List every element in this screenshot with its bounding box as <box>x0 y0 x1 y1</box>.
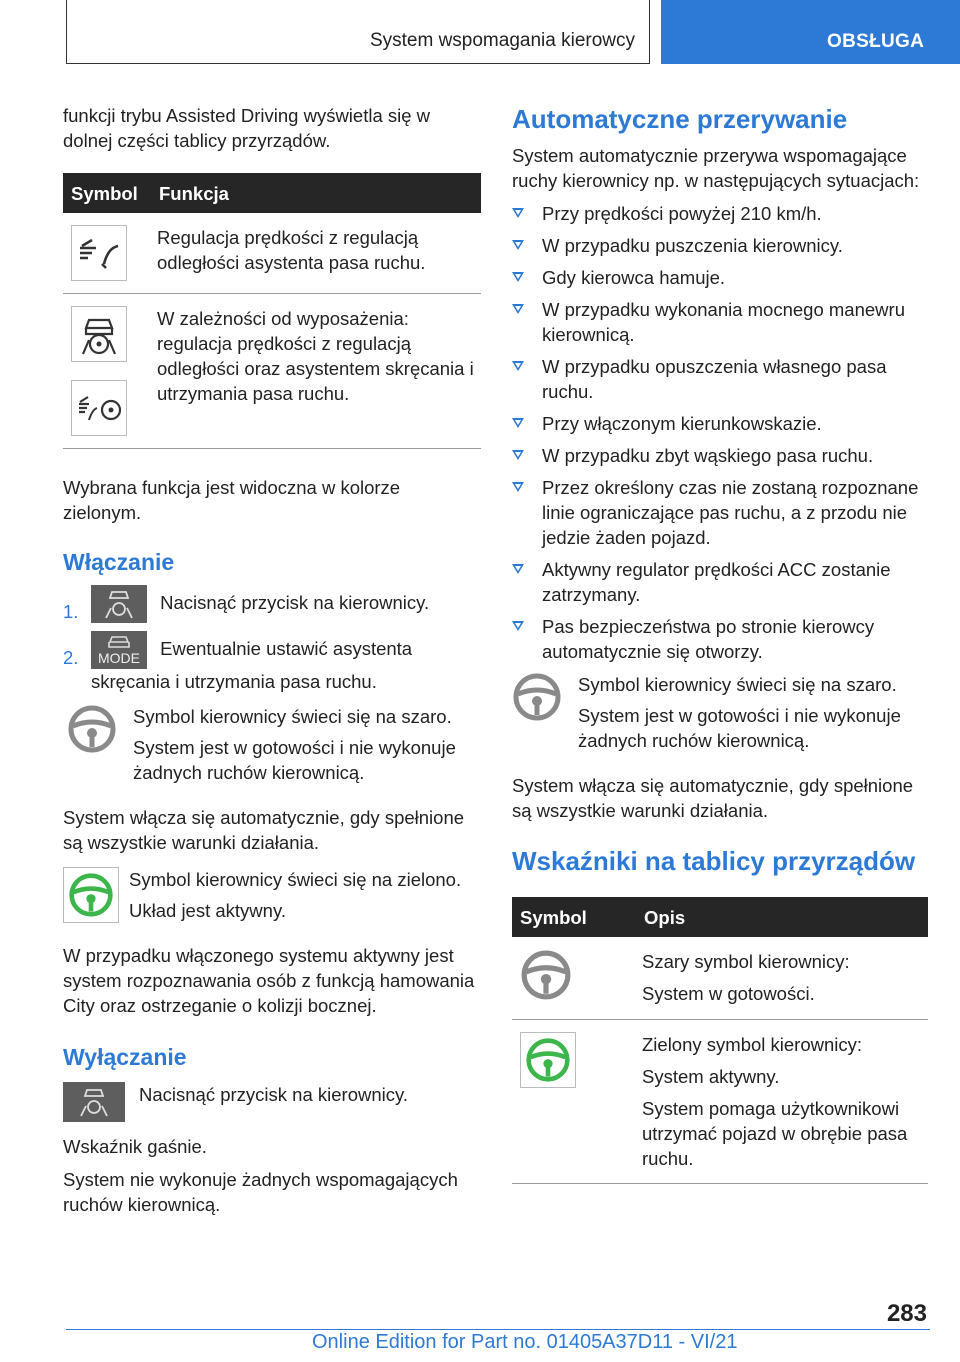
green-symbol-line1: Symbol kierownicy świeci się na zielono. <box>129 869 462 890</box>
step-text: Ewentualnie ustawić asystenta skręcania i utrzymania pasa ruchu. <box>91 637 413 692</box>
speed-distance-steering-icon <box>71 380 127 436</box>
green-steering-wheel-icon <box>63 867 119 923</box>
right-column <box>512 103 928 1184</box>
table-row <box>512 1020 928 1184</box>
green-steering-wheel-icon <box>520 1032 576 1088</box>
auto-on-text: System włącza się automatycznie, gdy spełnione są wszystkie warunki działania. <box>512 775 914 821</box>
list-item <box>63 631 481 694</box>
step-number: 1. <box>63 601 79 622</box>
step-number: 2. <box>63 647 79 668</box>
gray-symbol-line1: Symbol kierownicy świeci się na szaro. <box>578 674 897 695</box>
gray-symbol-line1: Symbol kierownicy świeci się na szaro. <box>133 706 452 727</box>
gray-symbol-line2: System jest w gotowości i nie wykonuje żadnych ruchów kierownicą. <box>133 737 456 783</box>
list-item: Pas bezpieczeństwa po stronie kierowcy automatycznie się otworzy. <box>512 614 928 664</box>
indicator-desc: Zielony symbol kierownicy: <box>642 1034 863 1055</box>
list-item <box>63 585 481 623</box>
intro-text: funkcji trybu Assisted Driving wyświetla się w dolnej części tablicy przyrządów. <box>63 105 431 151</box>
list-item: Aktywny regulator prędkości ACC zostanie zatrzymany. <box>512 557 928 607</box>
heading-auto-interrupt: Automatyczne przerywanie <box>512 104 848 134</box>
table-cell-text: Regulacja prędkości z regulacją odległości asystenta pasa ruchu. <box>151 213 481 294</box>
page-number: 283 <box>886 1300 927 1327</box>
chapter-tab-label: OBSŁUGA <box>827 31 925 52</box>
assist-button-icon <box>91 585 147 623</box>
gray-symbol-note <box>512 672 928 759</box>
steps-list <box>63 585 481 694</box>
off-line2: System nie wykonuje żadnych wspomagających ruchów kierownicą. <box>63 1169 458 1215</box>
heading-indicators: Wskaźniki na tablicy przyrządów <box>512 846 916 876</box>
table-header-symbol: Symbol <box>63 173 151 213</box>
gray-symbol-note <box>67 704 481 791</box>
function-table <box>63 173 481 449</box>
table-cell-text: W zależności od wyposażenia: regulacja prędkości z regulacją odległości oraz asystentem skręcania i utrzymania pasa ruchu. <box>151 294 481 449</box>
green-symbol-line2: Układ jest aktywny. <box>129 900 286 921</box>
indicator-desc: System w gotowości. <box>642 983 815 1004</box>
list-item: Przez określony czas nie zostaną rozpoznane linie ograniczające pas ruchu, a z przodu nie jedzie żaden pojazd. <box>512 475 928 550</box>
indicator-desc: Szary symbol kierownicy: <box>642 951 850 972</box>
table-row <box>63 294 481 449</box>
table-header-symbol: Symbol <box>512 897 636 937</box>
table-row <box>63 213 481 294</box>
step-text: Nacisnąć przycisk na kierownicy. <box>160 591 430 613</box>
table-header-description: Opis <box>636 897 928 937</box>
green-symbol-note <box>63 867 481 929</box>
list-item: Gdy kierowca hamuje. <box>512 265 928 290</box>
auto-interrupt-intro: System automatycznie przerywa wspomagające ruchy kierownicy np. w następujących sytuacjach: <box>512 145 920 191</box>
mode-button-label: MODE <box>98 650 140 666</box>
footer-divider <box>66 1329 930 1330</box>
list-item: Przy włączonym kierunkowskazie. <box>512 411 928 436</box>
gray-steering-wheel-icon <box>512 672 562 722</box>
off-instruction <box>63 1082 481 1122</box>
auto-on-text: System włącza się automatycznie, gdy spełnione są wszystkie warunki działania. <box>63 807 465 853</box>
gray-steering-wheel-icon <box>67 704 117 754</box>
chapter-tab <box>661 0 960 64</box>
heading-off: Wyłączanie <box>63 1044 187 1070</box>
list-item: W przypadku wykonania mocnego manewru kierownicą. <box>512 297 928 347</box>
heading-on: Włączanie <box>63 549 175 575</box>
list-item: W przypadku opuszczenia własnego pasa ruchu. <box>512 354 928 404</box>
city-text: W przypadku włączonego systemu aktywny jest system rozpoznawania osób z funkcją hamowania City oraz ostrzeganie o kolizji bocznej. <box>63 945 475 1016</box>
section-title: System wspomagania kierowcy <box>369 30 635 51</box>
left-column <box>63 103 481 1217</box>
gray-steering-wheel-icon <box>520 949 572 1001</box>
header-section-box <box>66 0 650 64</box>
list-item: W przypadku puszczenia kierownicy. <box>512 233 928 258</box>
indicator-table <box>512 897 928 1184</box>
footer-edition: Online Edition for Part no. 01405A37D11 - VI/21 <box>312 1331 738 1353</box>
gray-symbol-line2: System jest w gotowości i nie wykonuje żadnych ruchów kierownicą. <box>578 705 901 751</box>
mode-button-icon <box>91 631 147 669</box>
after-table-text: Wybrana funkcja jest widoczna w kolorze zielonym. <box>63 477 401 523</box>
table-header-function: Funkcja <box>151 173 481 213</box>
assist-button-icon <box>63 1082 125 1122</box>
indicator-desc: System pomaga użytkownikowi utrzymać pojazd w obrębie pasa ruchu. <box>642 1098 908 1169</box>
off-text: Nacisnąć przycisk na kierownicy. <box>139 1084 409 1105</box>
off-line1: Wskaźnik gaśnie. <box>63 1136 207 1157</box>
interrupt-bullets <box>512 201 928 664</box>
list-item: Przy prędkości powyżej 210 km/h. <box>512 201 928 226</box>
list-item: W przypadku zbyt wąskiego pasa ruchu. <box>512 443 928 468</box>
indicator-desc: System aktywny. <box>642 1066 780 1087</box>
speed-distance-lane-icon <box>71 225 127 281</box>
table-row <box>512 937 928 1020</box>
car-steering-assist-icon <box>71 306 127 362</box>
